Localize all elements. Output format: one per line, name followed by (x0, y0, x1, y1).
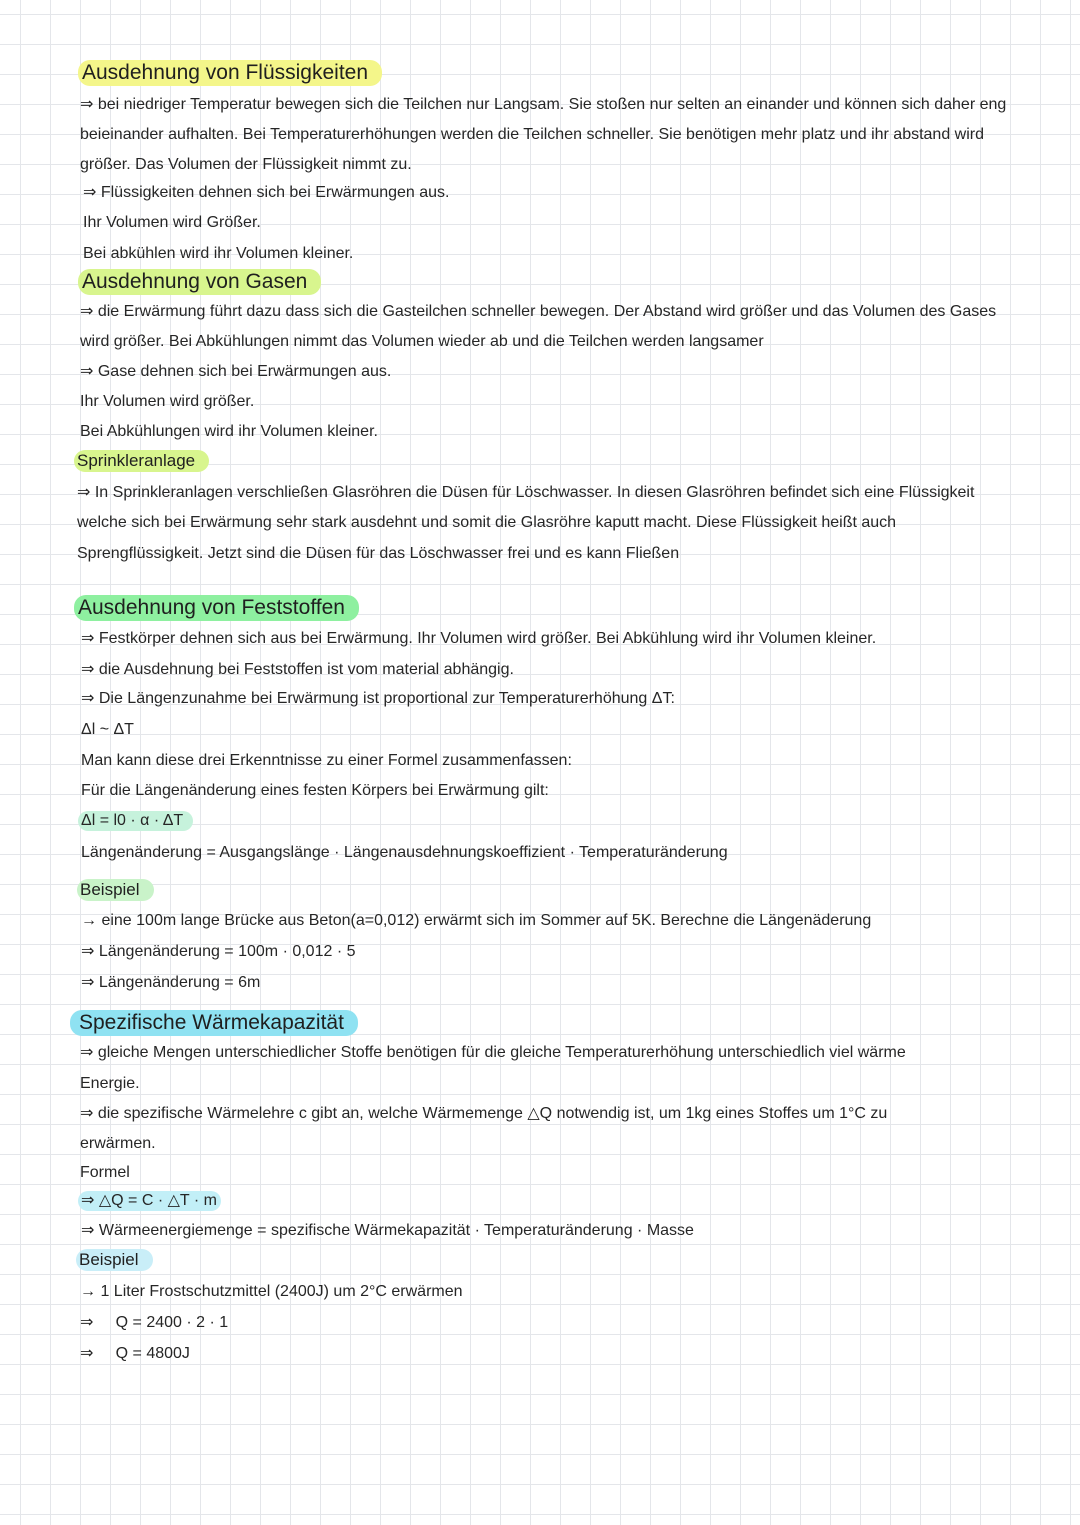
text-line: größer. Das Volumen der Flüssigkeit nimmt zu. (80, 156, 412, 173)
heading-fluessigkeiten: Ausdehnung von Flüssigkeiten (78, 60, 382, 86)
heading-sprinkleranlage: Sprinkleranlage (74, 450, 209, 472)
example-line: → 1 Liter Frostschutzmittel (2400J) um 2°C erwärmen (80, 1283, 463, 1300)
text-line: ⇒ die spezifische Wärmelehre c gibt an, welche Wärmemenge △Q notwendig ist, um 1kg eines Stoffes um 1°C zu (80, 1105, 888, 1122)
formula-words: ⇒ Wärmeenergiemenge = spezifische Wärmekapazität · Temperaturänderung · Masse (81, 1222, 694, 1239)
text-line: Ihr Volumen wird Größer. (83, 214, 261, 231)
text-line: beieinander aufhalten. Bei Temperaturerhöhungen werden die Teilchen schneller. Sie benötigen mehr platz und ihr abstand wird (80, 126, 985, 143)
formula-waermemenge: ⇒ △Q = C · △T · m (78, 1191, 221, 1211)
example-line: ⇒ Q = 2400 · 2 · 1 (80, 1314, 229, 1331)
heading-feststoffe: Ausdehnung von Feststoffen (74, 595, 359, 621)
example-line: → eine 100m lange Brücke aus Beton(a=0,012) erwärmt sich im Sommer auf 5K. Berechne die Längenäderung (81, 912, 872, 929)
text-line: ⇒ In Sprinkleranlagen verschließen Glasröhren die Düsen für Löschwasser. In diesen Glasröhren befindet sich eine Flüssigkeit (77, 484, 975, 501)
text-line: Energie. (80, 1075, 140, 1092)
heading-waermekapazitaet: Spezifische Wärmekapazität (70, 1010, 358, 1036)
heading-gasen: Ausdehnung von Gasen (78, 269, 321, 295)
heading-beispiel: Beispiel (76, 1249, 153, 1271)
text-line: ⇒ Festkörper dehnen sich aus bei Erwärmung. Ihr Volumen wird größer. Bei Abkühlung wird ihr Volumen kleiner. (81, 630, 877, 647)
text-line: Formel (80, 1164, 130, 1181)
text-line: Sprengflüssigkeit. Jetzt sind die Düsen für das Löschwasser frei und es kann Fließen (77, 545, 680, 562)
text-line: Ihr Volumen wird größer. (80, 393, 255, 410)
text-line: ⇒ Gase dehnen sich bei Erwärmungen aus. (80, 363, 392, 380)
text-line: welche sich bei Erwärmung sehr stark ausdehnt und somit die Glasröhre kaputt macht. Diese Flüssigkeit heißt auch (77, 514, 897, 531)
heading-beispiel: Beispiel (77, 879, 154, 901)
text-line: Δl ~ ΔT (81, 721, 134, 738)
text-line: Man kann diese drei Erkenntnisse zu einer Formel zusammenfassen: (81, 752, 572, 769)
text-line: ⇒ bei niedriger Temperatur bewegen sich die Teilchen nur Langsam. Sie stoßen nur selten an einander und können sich daher eng (80, 96, 1007, 113)
example-line: ⇒ Längenänderung = 100m · 0,012 · 5 (81, 943, 356, 960)
text-line: ⇒ gleiche Mengen unterschiedlicher Stoffe benötigen für die gleiche Temperaturerhöhung unterschiedlich viel wärme (80, 1044, 906, 1061)
text-line: ⇒ Die Längenzunahme bei Erwärmung ist proportional zur Temperaturerhöhung ΔT: (81, 690, 675, 707)
example-line: ⇒ Längenänderung = 6m (81, 974, 261, 991)
text-line: Bei Abkühlungen wird ihr Volumen kleiner. (80, 423, 378, 440)
text-line: wird größer. Bei Abkühlungen nimmt das Volumen wieder ab und die Teilchen werden langsamer (80, 333, 764, 350)
formula-words: Längenänderung = Ausgangslänge · Längenausdehnungskoeffizient · Temperaturänderung (81, 844, 728, 861)
text-line: ⇒ die Erwärmung führt dazu dass sich die Gasteilchen schneller bewegen. Der Abstand wird größer und das Volumen des Gases (80, 303, 997, 320)
example-line: ⇒ Q = 4800J (80, 1345, 190, 1362)
text-line: ⇒ Flüssigkeiten dehnen sich bei Erwärmungen aus. (83, 184, 450, 201)
formula-laengenaenderung: Δl = l0 · α · ΔT (78, 811, 193, 831)
text-line: Für die Längenänderung eines festen Körpers bei Erwärmung gilt: (81, 782, 549, 799)
text-line: ⇒ die Ausdehnung bei Feststoffen ist vom material abhängig. (81, 661, 514, 678)
text-line: erwärmen. (80, 1135, 156, 1152)
text-line: Bei abkühlen wird ihr Volumen kleiner. (83, 245, 354, 262)
